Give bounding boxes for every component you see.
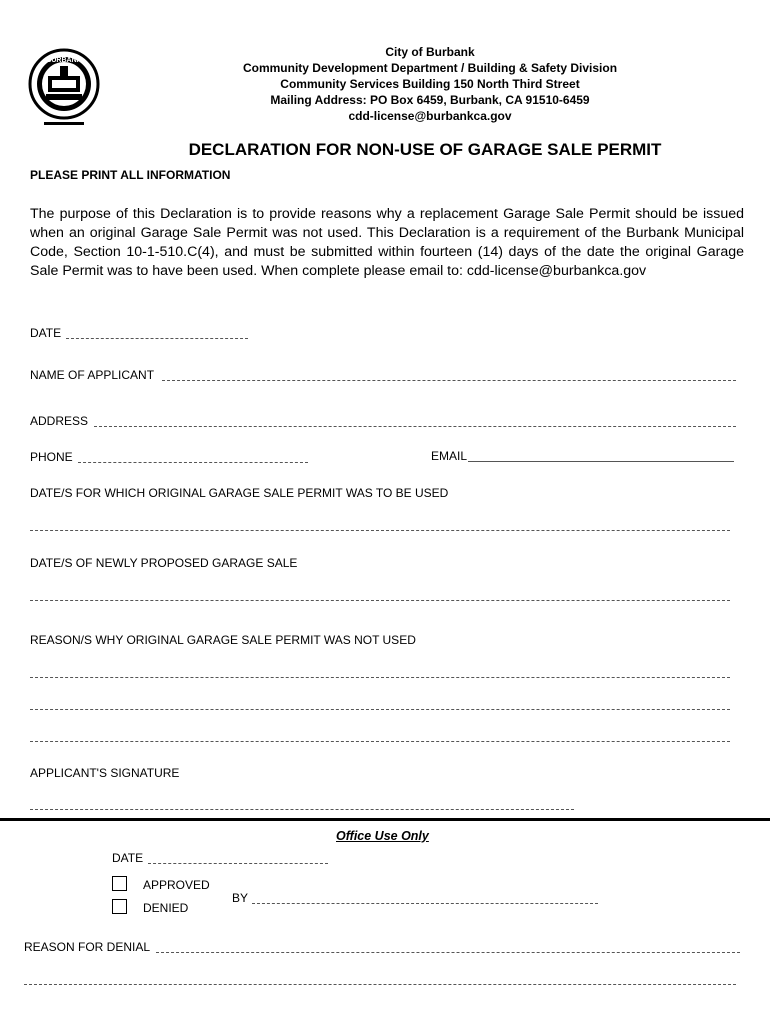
office-date-field[interactable] bbox=[148, 863, 328, 864]
instruction: PLEASE PRINT ALL INFORMATION bbox=[30, 168, 231, 182]
denied-label: DENIED bbox=[143, 901, 189, 915]
address-label: ADDRESS bbox=[30, 414, 89, 428]
header-line: Community Services Building 150 North Third Street bbox=[280, 77, 580, 91]
header-line: cdd-license@burbankca.gov bbox=[348, 109, 512, 123]
original-dates-field[interactable] bbox=[30, 530, 730, 531]
reasons-field-line-1[interactable] bbox=[30, 677, 730, 678]
purpose-paragraph: The purpose of this Declaration is to provide reasons why a replacement Garage Sale Permit should be issued when an original Garage Sale Permit was not used. This Declaration is a requirement of the Burbank Municipal Code, Section 10-1-510.C(4), and must be submitted within fourteen (14) days of the date the original Garage Sale Permit was to have been used. When complete please email to: cdd-license@burbankca.gov bbox=[30, 206, 744, 279]
header-line: City of Burbank bbox=[385, 45, 475, 59]
name-field[interactable] bbox=[162, 380, 736, 381]
reason-denial-label: REASON FOR DENIAL bbox=[24, 940, 151, 954]
reason-denial-field-line-1[interactable] bbox=[156, 952, 740, 953]
header-line: Community Development Department / Building & Safety Division bbox=[242, 61, 618, 75]
approved-label: APPROVED bbox=[143, 878, 210, 892]
reasons-field-line-2[interactable] bbox=[30, 709, 730, 710]
by-label: BY bbox=[232, 891, 249, 905]
email-label: EMAIL bbox=[431, 449, 468, 463]
signature-label: APPLICANT'S SIGNATURE bbox=[30, 766, 180, 780]
agency-header bbox=[200, 44, 660, 124]
phone-field[interactable] bbox=[78, 462, 308, 463]
denied-checkbox[interactable] bbox=[112, 899, 127, 914]
new-dates-label: DATE/S OF NEWLY PROPOSED GARAGE SALE bbox=[30, 556, 298, 570]
date-field[interactable] bbox=[66, 338, 248, 339]
office-date-label: DATE bbox=[112, 851, 144, 865]
reasons-field-line-3[interactable] bbox=[30, 741, 730, 742]
city-seal-logo bbox=[26, 46, 102, 132]
section-divider bbox=[0, 818, 770, 821]
name-label: NAME OF APPLICANT bbox=[30, 368, 155, 382]
header-line: Mailing Address: PO Box 6459, Burbank, CA 91510-6459 bbox=[270, 93, 590, 107]
signature-field[interactable] bbox=[30, 809, 574, 810]
original-dates-label: DATE/S FOR WHICH ORIGINAL GARAGE SALE PERMIT WAS TO BE USED bbox=[30, 486, 449, 500]
svg-text:BURBANK: BURBANK bbox=[46, 57, 82, 64]
email-field[interactable] bbox=[468, 461, 734, 462]
address-field[interactable] bbox=[94, 426, 736, 427]
reasons-label: REASON/S WHY ORIGINAL GARAGE SALE PERMIT WAS NOT USED bbox=[30, 633, 416, 647]
reason-denial-field-line-2[interactable] bbox=[24, 984, 736, 985]
new-dates-field[interactable] bbox=[30, 600, 730, 601]
by-field[interactable] bbox=[252, 903, 598, 904]
form-title: DECLARATION FOR NON-USE OF GARAGE SALE PERMIT bbox=[188, 140, 662, 159]
office-use-heading: Office Use Only bbox=[336, 829, 429, 843]
date-label: DATE bbox=[30, 326, 62, 340]
approved-checkbox[interactable] bbox=[112, 876, 127, 891]
phone-label: PHONE bbox=[30, 450, 73, 464]
